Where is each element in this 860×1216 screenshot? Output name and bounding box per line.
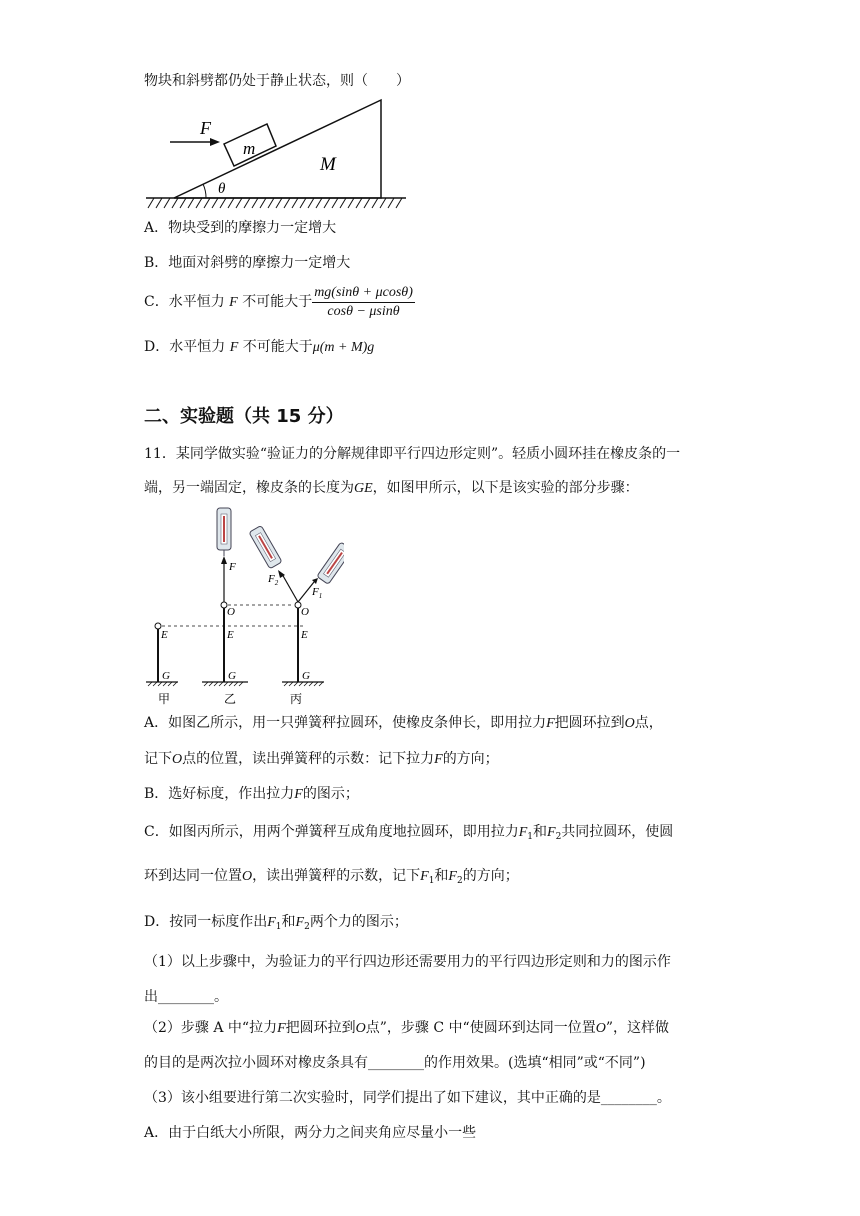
q10-option-a: A．物块受到的摩擦力一定增大: [144, 220, 337, 236]
fraction-c: $\frac{mg(\sin\theta + \mu\cos\theta)}{\cos\theta - \mu\sin\theta}$: [314, 284, 413, 319]
q11-stepA-line1: A．如图乙所示，用一只弹簧秤拉圆环，使橡皮条伸长，即用拉力F把圆环拉到O点，: [144, 715, 663, 731]
svg-text:G: G: [228, 670, 236, 682]
q11-sub1-line2: 出________。: [144, 989, 228, 1005]
q11-sub3-line1: （3）该小组要进行第二次实验时，同学们提出了如下建议，其中正确的是________。: [144, 1090, 671, 1106]
q11-stepA-line2: 记下O点的位置，读出弹簧秤的示数：记下拉力F的方向；: [144, 751, 499, 767]
section-title: 二、实验题（共 15 分）: [144, 406, 344, 427]
scale-f2: [249, 525, 282, 568]
svg-text:F2: $F_2$: [268, 573, 279, 587]
q11-sub2-line2: 的目的是两次拉小圆环对橡皮条具有________的作用效果。(选填“相同”或“不同”): [144, 1055, 646, 1071]
q11-stepC-line1: C．如图丙所示，用两个弹簧秤互成角度地拉圆环，即用拉力$F_1$和$F_2$共同拉圆环，使圆: [144, 824, 674, 842]
q10-option-b: B．地面对斜劈的摩擦力一定增大: [144, 255, 351, 271]
q11-line1: 11．某同学做实验“验证力的分解规律即平行四边形定则”。轻质小圆环挂在橡皮条的一: [144, 446, 681, 462]
svg-text:O: O: [301, 606, 309, 618]
spring-scale-diagram: [144, 504, 344, 708]
svg-text:G: G: [302, 670, 310, 682]
svg-text:F1: $F_1$: [312, 586, 323, 600]
svg-text:F: F: [229, 561, 236, 573]
svg-text:E: E: [227, 629, 234, 641]
incline-diagram: [144, 94, 414, 214]
q10-stem-tail: 物块和斜劈都仍处于静止状态，则（ ）: [144, 73, 410, 89]
scale-yi: [217, 508, 231, 556]
label-F: F: [200, 118, 211, 138]
ground-hatch: [148, 198, 402, 208]
q11-stepB: B．选好标度，作出拉力F的图示；: [144, 786, 359, 802]
svg-text:O: O: [227, 606, 235, 618]
q11-stepD: D．按同一标度作出$F_1$和$F_2$两个力的图示；: [144, 914, 408, 932]
label-theta: θ: [218, 181, 226, 197]
svg-text:E: E: [301, 629, 308, 641]
svg-text:G: G: [162, 670, 170, 682]
svg-text:甲: 甲: [158, 692, 171, 706]
svg-text:丙: 丙: [290, 692, 303, 706]
label-m: m: [243, 139, 256, 158]
q11-line2: 端，另一端固定，橡皮条的长度为GE，如图甲所示，以下是该实验的部分步骤：: [144, 480, 639, 496]
label-M: M: [320, 154, 336, 175]
q11-stepC-line2: 环到达同一位置O，读出弹簧秤的示数，记下$F_1$和$F_2$的方向；: [144, 868, 519, 886]
q11-sub1-line1: （1）以上步骤中，为验证力的平行四边形还需要用力的平行四边形定则和力的图示作: [144, 954, 671, 970]
wedge: [174, 100, 381, 198]
q10-option-c: C．水平恒力 F 不可能大于 $\frac{mg(\sin\theta + \mu\cos\theta)}{\cos\theta - \mu\sin\theta}$: [144, 284, 413, 319]
svg-text:乙: 乙: [224, 692, 237, 706]
q11-sub3-option-a: A．由于白纸大小所限，两分力之间夹角应尽量小一些: [144, 1125, 477, 1141]
q11-sub2-line1: （2）步骤 A 中“拉力F把圆环拉到O点”，步骤 C 中“使圆环到达同一位置O”，这样做: [144, 1020, 669, 1036]
q10-option-d: D．水平恒力 F 不可能大于μ(m + M)g: [144, 339, 375, 355]
angle-arc: [203, 184, 206, 198]
scale-f1: [317, 542, 344, 584]
svg-text:E: E: [161, 629, 168, 641]
